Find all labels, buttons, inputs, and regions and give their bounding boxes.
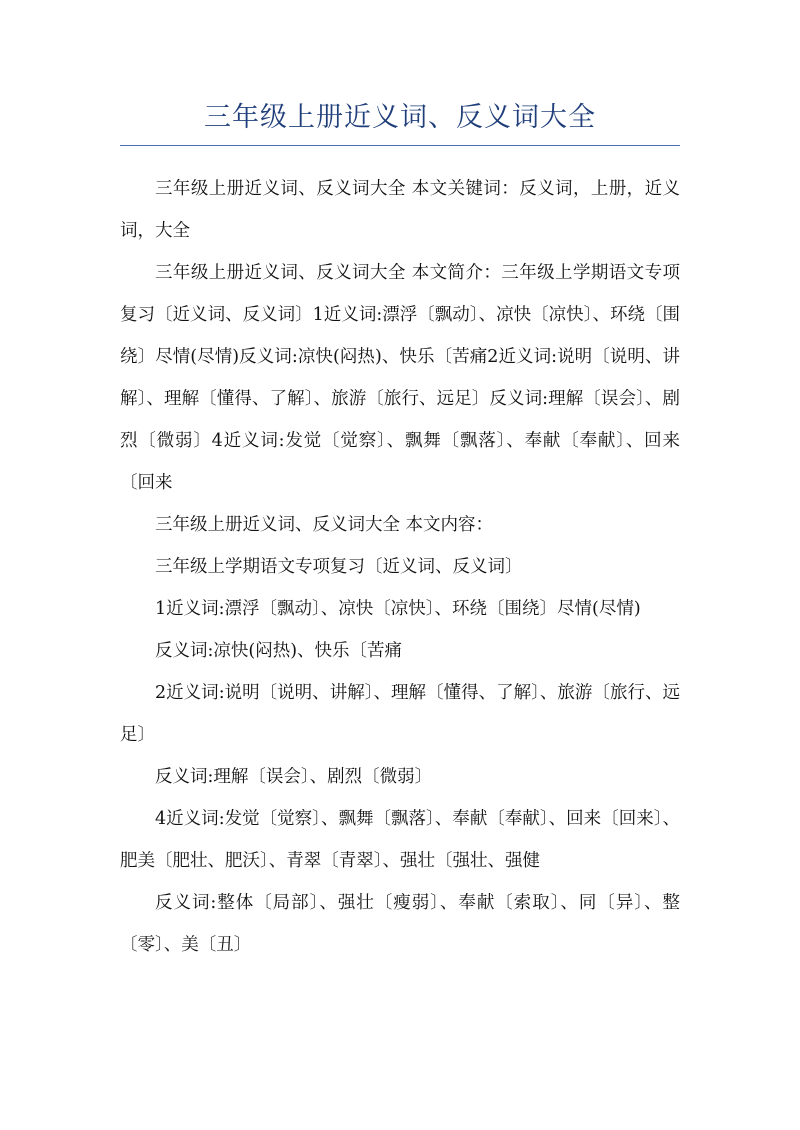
title-underline <box>120 145 680 146</box>
paragraph-synonyms-1: 1近义词:漂浮〔飘动〕、凉快〔凉快〕、环绕〔围绕〕尽情(尽情) <box>155 599 641 619</box>
paragraph-antonyms-4: 反义词:整体〔局部〕、强壮〔瘦弱〕、奉献〔索取〕、同〔异〕、整〔零〕、美〔丑〕 <box>120 893 680 955</box>
paragraph-synonyms-2: 2近义词:说明〔说明、讲解〕、理解〔懂得、了解〕、旅游〔旅行、远足〕 <box>120 683 680 745</box>
paragraph-section-title: 三年级上学期语文专项复习〔近义词、反义词〕 <box>155 557 523 577</box>
paragraph-antonyms-1: 反义词:凉快(闷热)、快乐〔苦痛 <box>155 641 403 661</box>
paragraph-summary: 三年级上册近义词、反义词大全 本文简介：三年级上学期语文专项复习〔近义词、反义词〕1近义词:漂浮〔飘动〕、凉快〔凉快〕、环绕〔围绕〕尽情(尽情)反义词:凉快(闷热)、快乐〔苦痛2近义词:说明〔说明、讲解〕、理解〔懂得、了解〕、旅游〔旅行、远足〕反义词:理解〔误会〕、剧烈〔微弱〕4近义词:发觉〔觉察〕、飘舞〔飘落〕、奉献〔奉献〕、回来〔回来 <box>120 263 680 493</box>
paragraph-keywords: 三年级上册近义词、反义词大全 本文关键词：反义词，上册，近义词，大全 <box>120 179 680 241</box>
document-title: 三年级上册近义词、反义词大全 <box>204 102 596 133</box>
paragraph-content-heading: 三年级上册近义词、反义词大全 本文内容： <box>155 515 494 535</box>
paragraph-synonyms-4: 4近义词:发觉〔觉察〕、飘舞〔飘落〕、奉献〔奉献〕、回来〔回来〕、肥美〔肥壮、肥沃〕、青翠〔青翠〕、强壮〔强壮、强健 <box>120 809 680 871</box>
document-body <box>120 168 680 966</box>
paragraph-antonyms-2: 反义词:理解〔误会〕、剧烈〔微弱〕 <box>155 767 433 787</box>
